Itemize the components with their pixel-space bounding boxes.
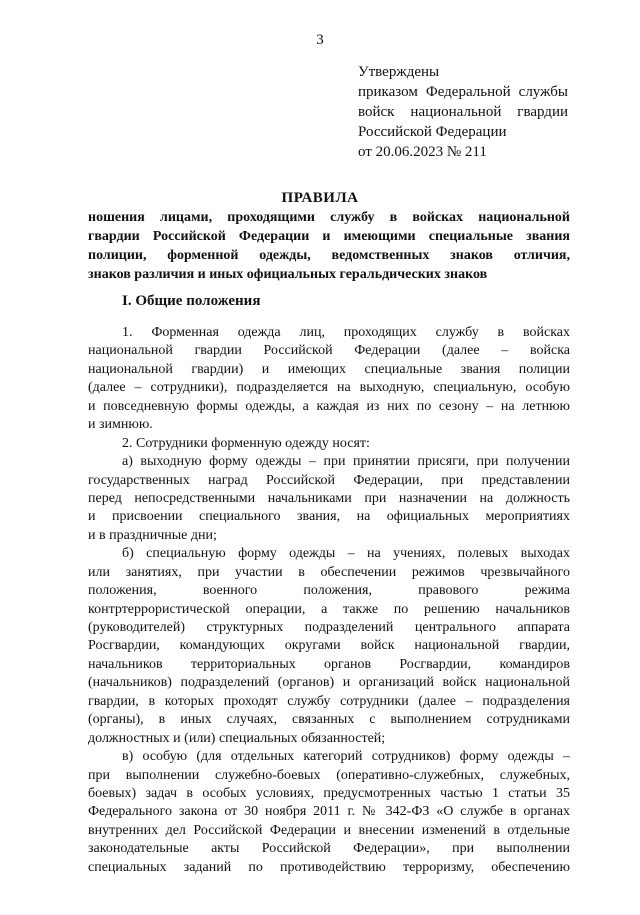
section-heading: I. Общие положения (122, 293, 261, 309)
subtitle-line: знаков различия и иных официальных геральдических знаков (88, 267, 488, 282)
body-line: положения, военного положения, правового режима (88, 583, 570, 599)
body-line: (далее – сотрудники), подразделяется на выходную, специальную, особую (88, 380, 570, 396)
body-line: национальной гвардии Российской Федерации (далее – войска (88, 343, 570, 359)
body-line: законодательные акты Российской Федерации», при выполнении (88, 841, 570, 857)
body-line: перед непосредственными начальниками при назначении на должность (88, 490, 570, 506)
body-line: и зимнюю. (88, 417, 153, 433)
body-line: начальников территориальных органов Росгвардии, командиров (88, 656, 570, 672)
subtitle-line: ношения лицами, проходящими службу в войсках национальной (88, 210, 570, 225)
body-line: в) особую (для отдельных категорий сотрудников) форму одежды – (122, 749, 570, 765)
body-line: а) выходную форму одежды – при принятии присяги, при получении (122, 454, 570, 470)
body-line: (начальников) подразделений (органов) и организаций войск национальной (88, 675, 570, 691)
body-line: специальных заданий по противодействию терроризму, обеспечению (88, 859, 570, 875)
body-line: боевых) задач в особых условиях, предусмотренных частью 1 статьи 35 (88, 785, 570, 801)
body-line: 2. Сотрудники форменную одежду носят: (122, 435, 370, 451)
approval-line: Российской Федерации (358, 124, 507, 140)
body-line: Федерального закона от 30 ноября 2011 г. № 342-ФЗ «О службе в органах (88, 804, 570, 820)
body-line: (руководителей) структурных подразделений центрального аппарата (88, 620, 570, 635)
body-line: 1. Форменная одежда лиц, проходящих службу в войсках (122, 325, 570, 340)
subtitle-line: гвардии Российской Федерации и имеющими специальные звания (88, 229, 570, 244)
body-line: контртеррористической операции, а также по решению начальников (88, 601, 570, 617)
body-line: внутренних дел Российской Федерации и внесении изменений в отдельные (88, 822, 570, 838)
approval-line: от 20.06.2023 № 211 (358, 144, 487, 160)
body-line: и в праздничные дни; (88, 527, 217, 543)
body-line: (органы), в иных случаях, связанных с выполнением сотрудниками (88, 712, 570, 728)
body-line: Росгвардии, командующих округами войск национальной гвардии, (88, 638, 570, 654)
body-line: национальной гвардии) и имеющих специальные звания полиции (88, 361, 570, 377)
document-subtitle (88, 208, 570, 284)
body-line: гвардии, в которых проходят службу сотрудники (далее – подразделения (88, 693, 570, 709)
approval-line: приказом Федеральной службы (358, 84, 568, 100)
approval-line: войск национальной гвардии (358, 104, 568, 120)
body-line: и повседневную формы одежды, а каждая из них по сезону – на летнюю (88, 398, 570, 414)
body-line: б) специальную форму одежды – на учениях, полевых выходах (122, 546, 570, 562)
body-line: при выполнении служебно-боевых (оперативно-служебных, служебных, (88, 767, 570, 783)
body-line: или занятиях, при участии в обеспечении режимов чрезвычайного (88, 564, 570, 580)
body-line: и присвоении специального звания, на официальных мероприятиях (88, 509, 570, 525)
subtitle-line: полиции, форменной одежды, ведомственных знаков отличия, (88, 248, 570, 263)
body-line: государственных наград Российской Федерации, при представлении (88, 472, 570, 488)
page-number: 3 (316, 32, 324, 48)
body-line: должностных и (или) специальных обязанностей; (88, 730, 386, 746)
document-body (88, 324, 570, 877)
approval-line: Утверждены (358, 64, 440, 80)
approval-stamp (358, 62, 568, 162)
document-title: ПРАВИЛА (281, 190, 359, 206)
